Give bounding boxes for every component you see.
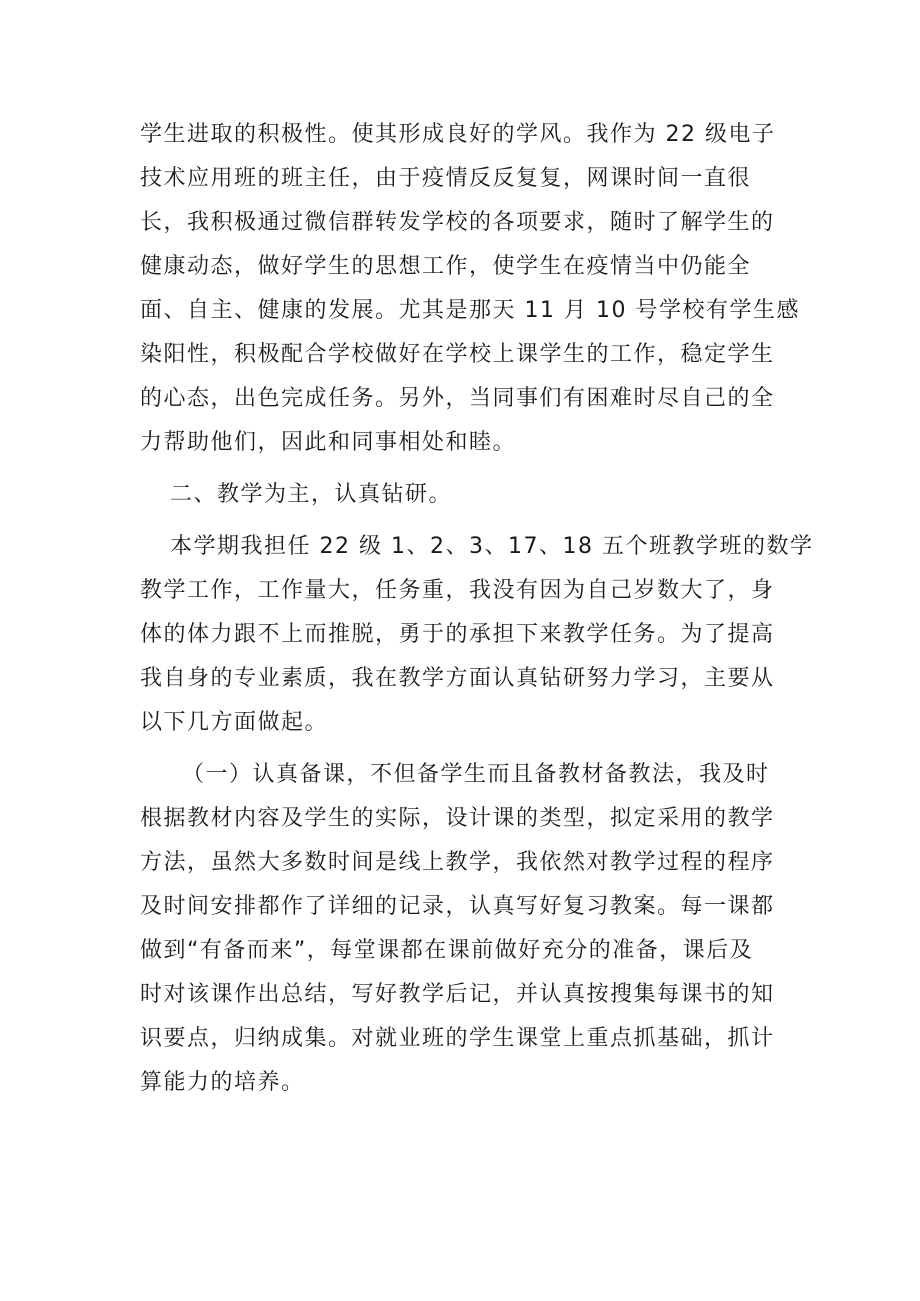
text-line: 健康动态，做好学生的思想工作，使学生在疫情当中仍能全 <box>140 254 752 279</box>
section-heading-text: 二、教学为主，认真钻研。 <box>170 482 453 507</box>
text-line: 本学期我担任 22 级 1、2、3、17、18 五个班教学班的数学 <box>170 534 814 559</box>
document-page <box>140 113 814 1105</box>
text-line: 体的体力跟不上而推脱，勇于的承担下来教学任务。为了提高 <box>140 622 775 647</box>
text-line: 教学工作，工作量大，任务重，我没有因为自己岁数大了，身 <box>140 578 775 603</box>
text-line: 学生进取的积极性。使其形成良好的学风。我作为 22 级电子 <box>140 122 776 147</box>
text-line: 识要点，归纳成集。对就业班的学生课堂上重点抓基础，抓计 <box>140 1026 775 1051</box>
text-line: 时对该课作出总结，写好教学后记，并认真按搜集每课书的知 <box>140 982 775 1007</box>
text-line: 方法，虽然大多数时间是线上教学，我依然对教学过程的程序 <box>140 850 775 875</box>
paragraph-lesson-preparation <box>140 753 780 1105</box>
text-line: 算能力的培养。 <box>140 1070 305 1095</box>
text-line: 以下几方面做起。 <box>140 710 329 735</box>
text-line: 的心态，出色完成任务。另外，当同事们有困难时尽自己的全 <box>140 386 775 411</box>
paragraph-teaching-load <box>140 525 814 745</box>
text-line: 面、自主、健康的发展。尤其是那天 11 月 10 号学校有学生感 <box>140 298 800 323</box>
text-line: 根据教材内容及学生的实际，设计课的类型，拟定采用的教学 <box>140 806 775 831</box>
text-line: 做到“有备而来”，每堂课都在课前做好充分的准备，课后及 <box>140 938 754 963</box>
text-line: 染阳性，积极配合学校做好在学校上课学生的工作，稳定学生 <box>140 342 775 367</box>
paragraph-class-teacher-work <box>140 113 800 465</box>
text-line: 长，我积极通过微信群转发学校的各项要求，随时了解学生的 <box>140 210 775 235</box>
text-line: 力帮助他们，因此和同事相处和睦。 <box>140 430 517 455</box>
section-heading-teaching <box>140 473 780 517</box>
text-line: 及时间安排都作了详细的记录，认真写好复习教案。每一课都 <box>140 894 775 919</box>
text-line: 我自身的专业素质，我在教学方面认真钻研努力学习，主要从 <box>140 666 775 691</box>
text-line: （一）认真备课，不但备学生而且备教材备教法，我及时 <box>182 762 770 787</box>
text-line: 技术应用班的班主任，由于疫情反反复复，网课时间一直很 <box>140 166 752 191</box>
